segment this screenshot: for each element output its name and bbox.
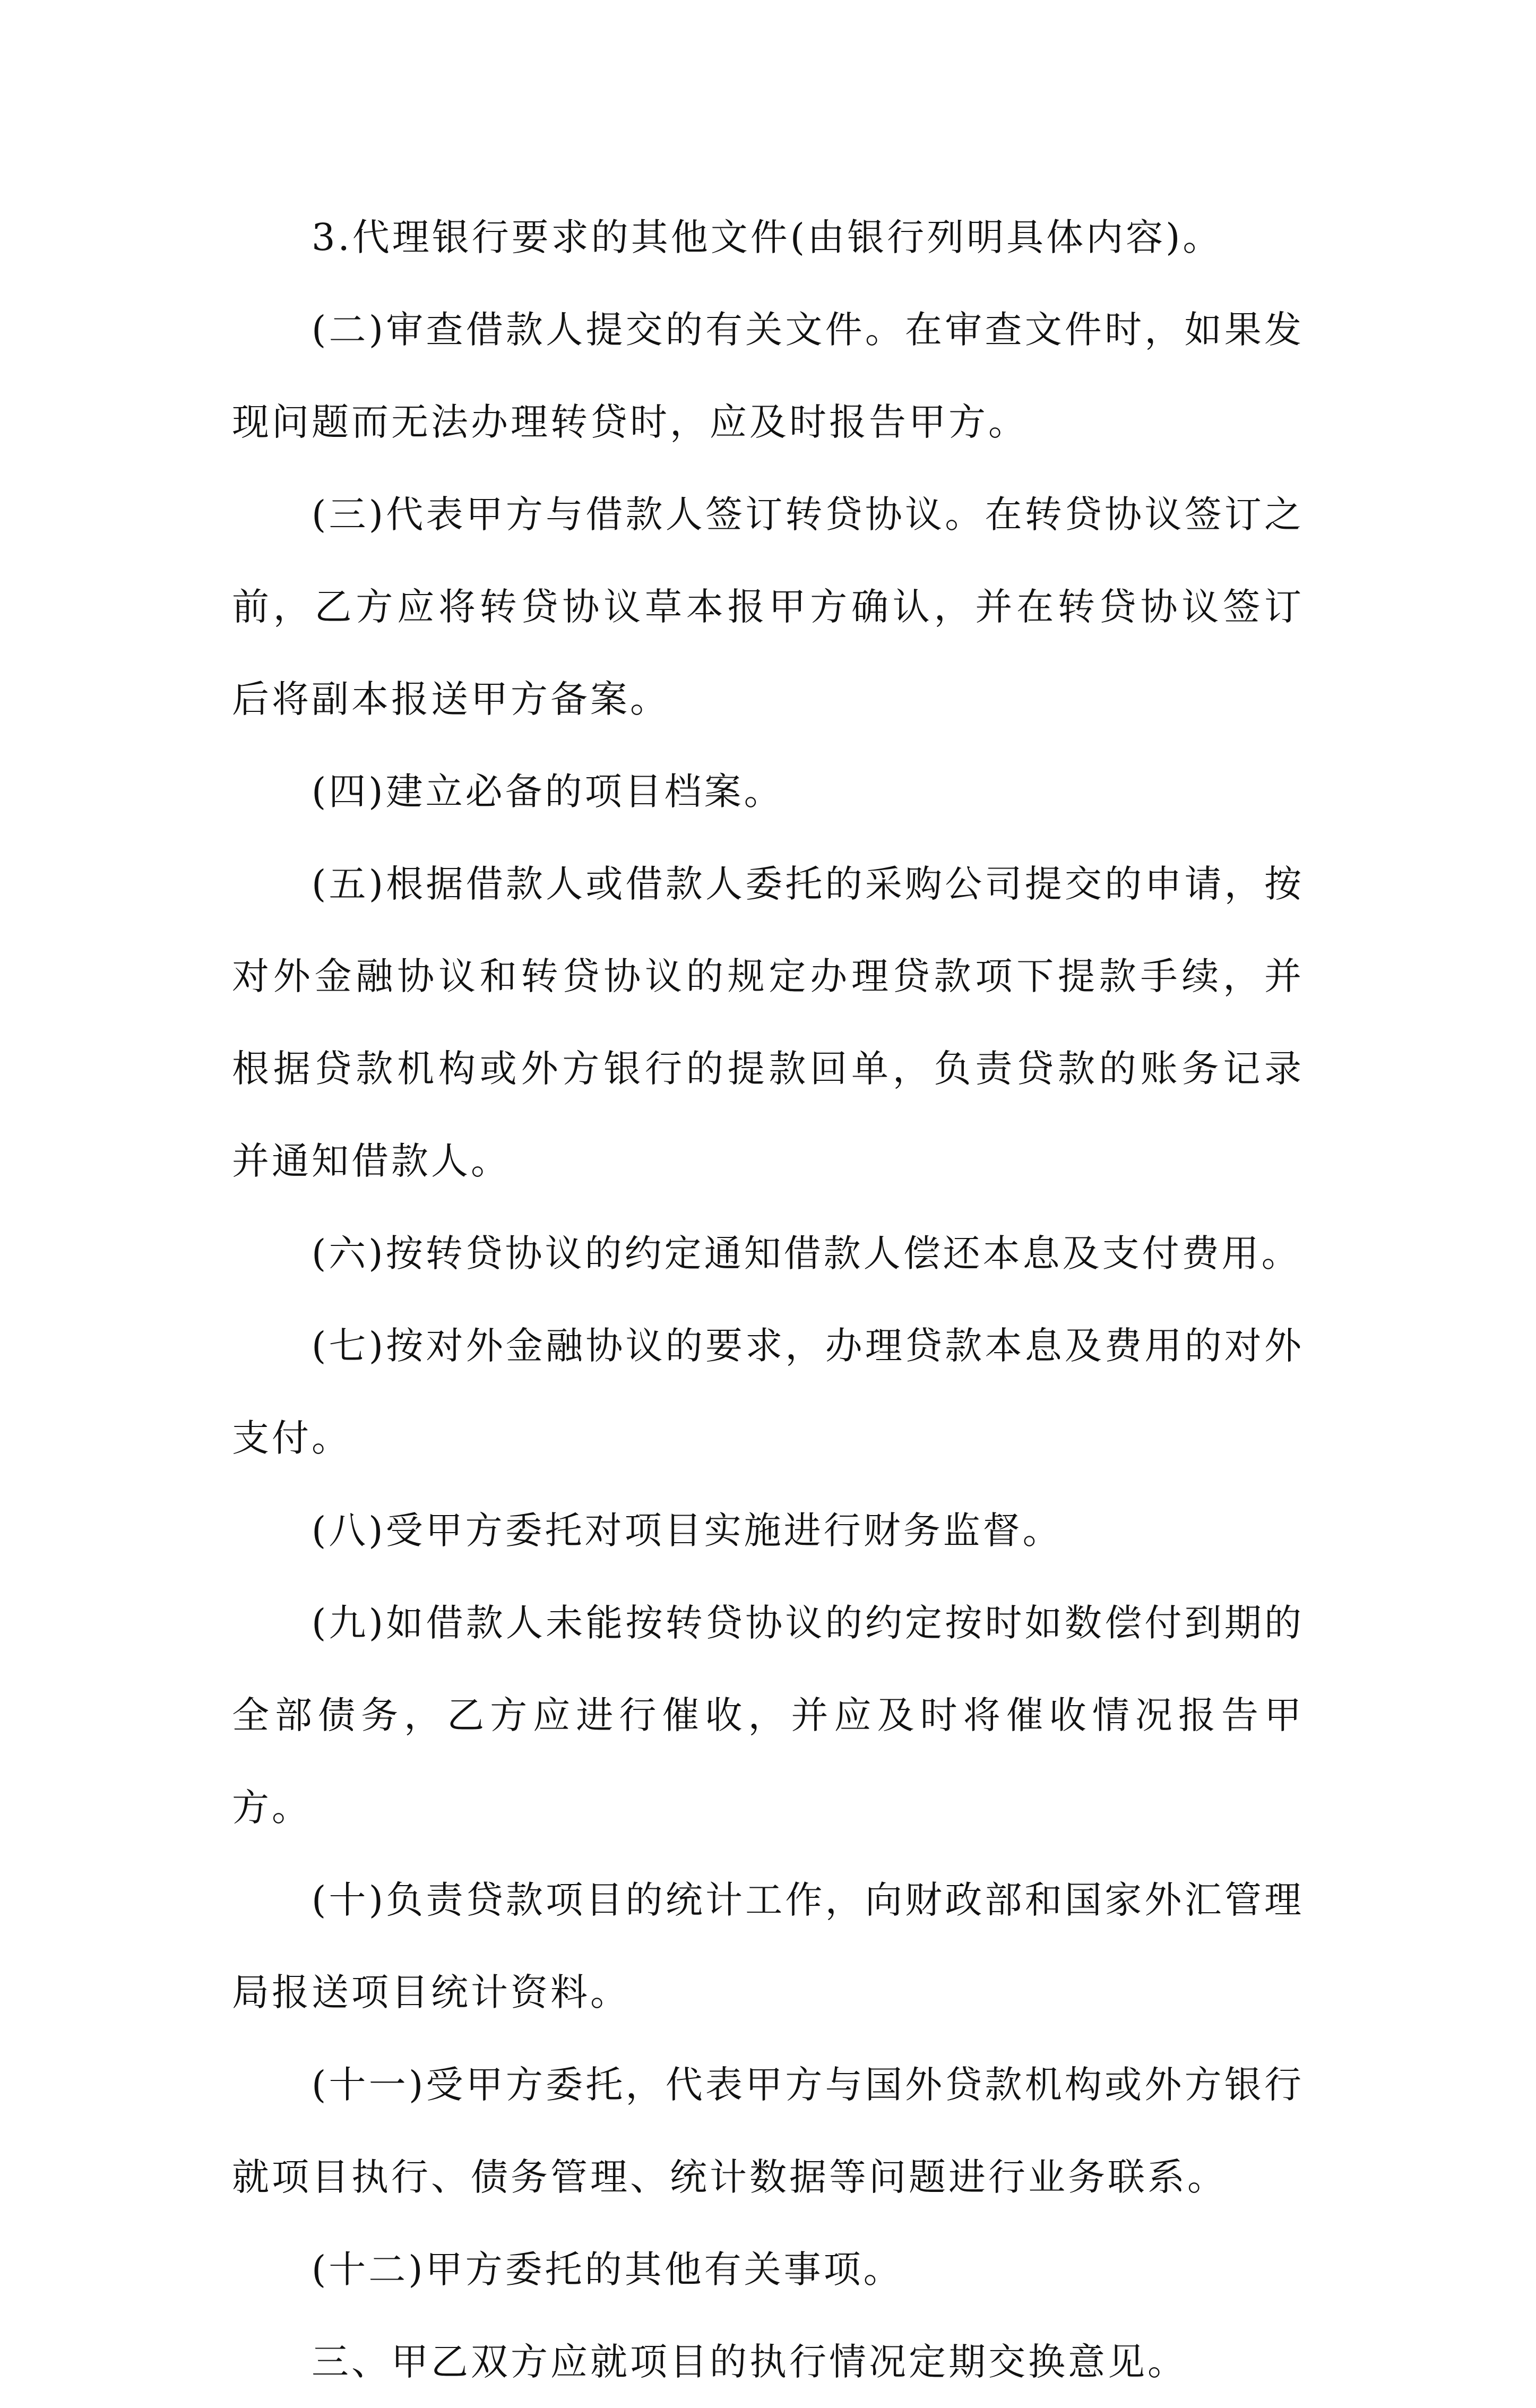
paragraph-other-documents: 3.代理银行要求的其他文件(由银行列明具体内容)。 bbox=[312, 216, 1223, 259]
paragraph-financial-supervision: (八)受甲方委托对项目实施进行财务监督。 bbox=[312, 1509, 1063, 1552]
paragraph-withdrawal: (五)根据借款人或借款人委托的采购公司提交的申请，按对外金融协议和转贷协议的规定办理贷款项下提款手续，并根据贷款机构或外方银行的提款回单，负责贷款的账务记录并通知借款人。 bbox=[232, 862, 1304, 1183]
paragraph-other-matters: (十二)甲方委托的其他有关事项。 bbox=[312, 2248, 903, 2291]
paragraph-project-archive: (四)建立必备的项目档案。 bbox=[312, 770, 784, 813]
paragraph-sign-agreement: (三)代表甲方与借款人签订转贷协议。在转贷协议签订之前，乙方应将转贷协议草本报甲方确认，并在转贷协议签订后将副本报送甲方备案。 bbox=[232, 493, 1304, 721]
paragraph-external-payment: (七)按对外金融协议的要求，办理贷款本息及费用的对外支付。 bbox=[232, 1324, 1304, 1460]
paragraph-debt-collection: (九)如借款人未能按转贷协议的约定按时如数偿付到期的全部债务，乙方应进行催收，并应及时将催收情况报告甲方。 bbox=[232, 1601, 1304, 1829]
paragraph-business-liaison: (十一)受甲方委托，代表甲方与国外贷款机构或外方银行就项目执行、债务管理、统计数据等问题进行业务联系。 bbox=[232, 2063, 1304, 2199]
paragraph-exchange-views: 三、甲乙双方应就项目的执行情况定期交换意见。 bbox=[312, 2340, 1187, 2384]
document-body bbox=[232, 191, 1304, 2408]
paragraph-statistics: (十)负责贷款项目的统计工作，向财政部和国家外汇管理局报送项目统计资料。 bbox=[232, 1878, 1304, 2014]
paragraph-repayment-notice: (六)按转贷协议的约定通知借款人偿还本息及支付费用。 bbox=[312, 1232, 1301, 1275]
paragraph-review-documents: (二)审查借款人提交的有关文件。在审查文件时，如果发现问题而无法办理转贷时，应及时报告甲方。 bbox=[232, 308, 1304, 444]
